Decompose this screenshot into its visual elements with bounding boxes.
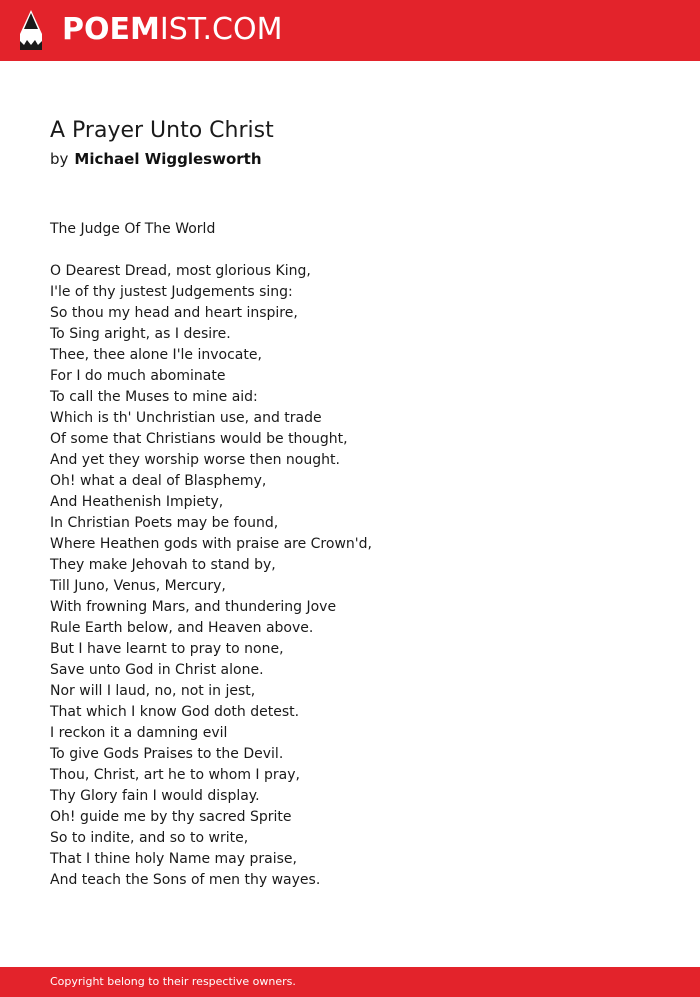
- poem-line: They make Jehovah to stand by,: [50, 557, 276, 573]
- poem-line: And yet they worship worse then nought.: [50, 452, 340, 468]
- poem-line: Thy Glory fain I would display.: [50, 788, 260, 804]
- poem-line: Of some that Christians would be thought,: [50, 431, 348, 447]
- poem-line: Till Juno, Venus, Mercury,: [50, 578, 226, 594]
- poem-subtitle: The Judge Of The World: [50, 221, 216, 237]
- poem-line: In Christian Poets may be found,: [50, 515, 279, 531]
- poem-line: So thou my head and heart inspire,: [50, 305, 298, 321]
- by-label: by: [50, 150, 69, 168]
- poem-line: And teach the Sons of men thy wayes.: [50, 872, 321, 888]
- site-footer: [0, 967, 700, 997]
- poem-line: To Sing aright, as I desire.: [50, 326, 231, 342]
- logo-text-light: IST.COM: [159, 12, 283, 47]
- poem-line: To call the Muses to mine aid:: [50, 389, 258, 405]
- poem-title: A Prayer Unto Christ: [50, 118, 274, 143]
- site-logo[interactable]: [62, 12, 282, 48]
- pencil-tip-icon[interactable]: [18, 10, 44, 52]
- poem-line: Oh! guide me by thy sacred Sprite: [50, 809, 292, 825]
- poem-line: That which I know God doth detest.: [50, 704, 300, 720]
- poem-line: O Dearest Dread, most glorious King,: [50, 263, 311, 279]
- poem-line: With frowning Mars, and thundering Jove: [50, 599, 337, 615]
- logo-text-strong: POEM: [62, 12, 160, 47]
- poem-body: [50, 219, 650, 891]
- poem-line: For I do much abominate: [50, 368, 226, 384]
- poem-line: Rule Earth below, and Heaven above.: [50, 620, 314, 636]
- poem-line: Thee, thee alone I'le invocate,: [50, 347, 262, 363]
- poem-line: Where Heathen gods with praise are Crown'd,: [50, 536, 372, 552]
- poem-line: But I have learnt to pray to none,: [50, 641, 284, 657]
- poem-line: I reckon it a damning evil: [50, 725, 228, 741]
- byline: [50, 149, 262, 169]
- poem-line: And Heathenish Impiety,: [50, 494, 224, 510]
- poem-line: Nor will I laud, no, not in jest,: [50, 683, 256, 699]
- author-name: Michael Wigglesworth: [74, 150, 262, 168]
- poem-line: To give Gods Praises to the Devil.: [50, 746, 284, 762]
- poem-line: Thou, Christ, art he to whom I pray,: [50, 767, 300, 783]
- poem-line: Save unto God in Christ alone.: [50, 662, 264, 678]
- poem-line: That I thine holy Name may praise,: [50, 851, 297, 867]
- site-header: [0, 0, 700, 61]
- poem-line: Oh! what a deal of Blasphemy,: [50, 473, 267, 489]
- poem-line: I'le of thy justest Judgements sing:: [50, 284, 293, 300]
- copyright-notice: Copyright belong to their respective owners.: [50, 975, 296, 988]
- poem-line: So to indite, and so to write,: [50, 830, 249, 846]
- poem-line: Which is th' Unchristian use, and trade: [50, 410, 322, 426]
